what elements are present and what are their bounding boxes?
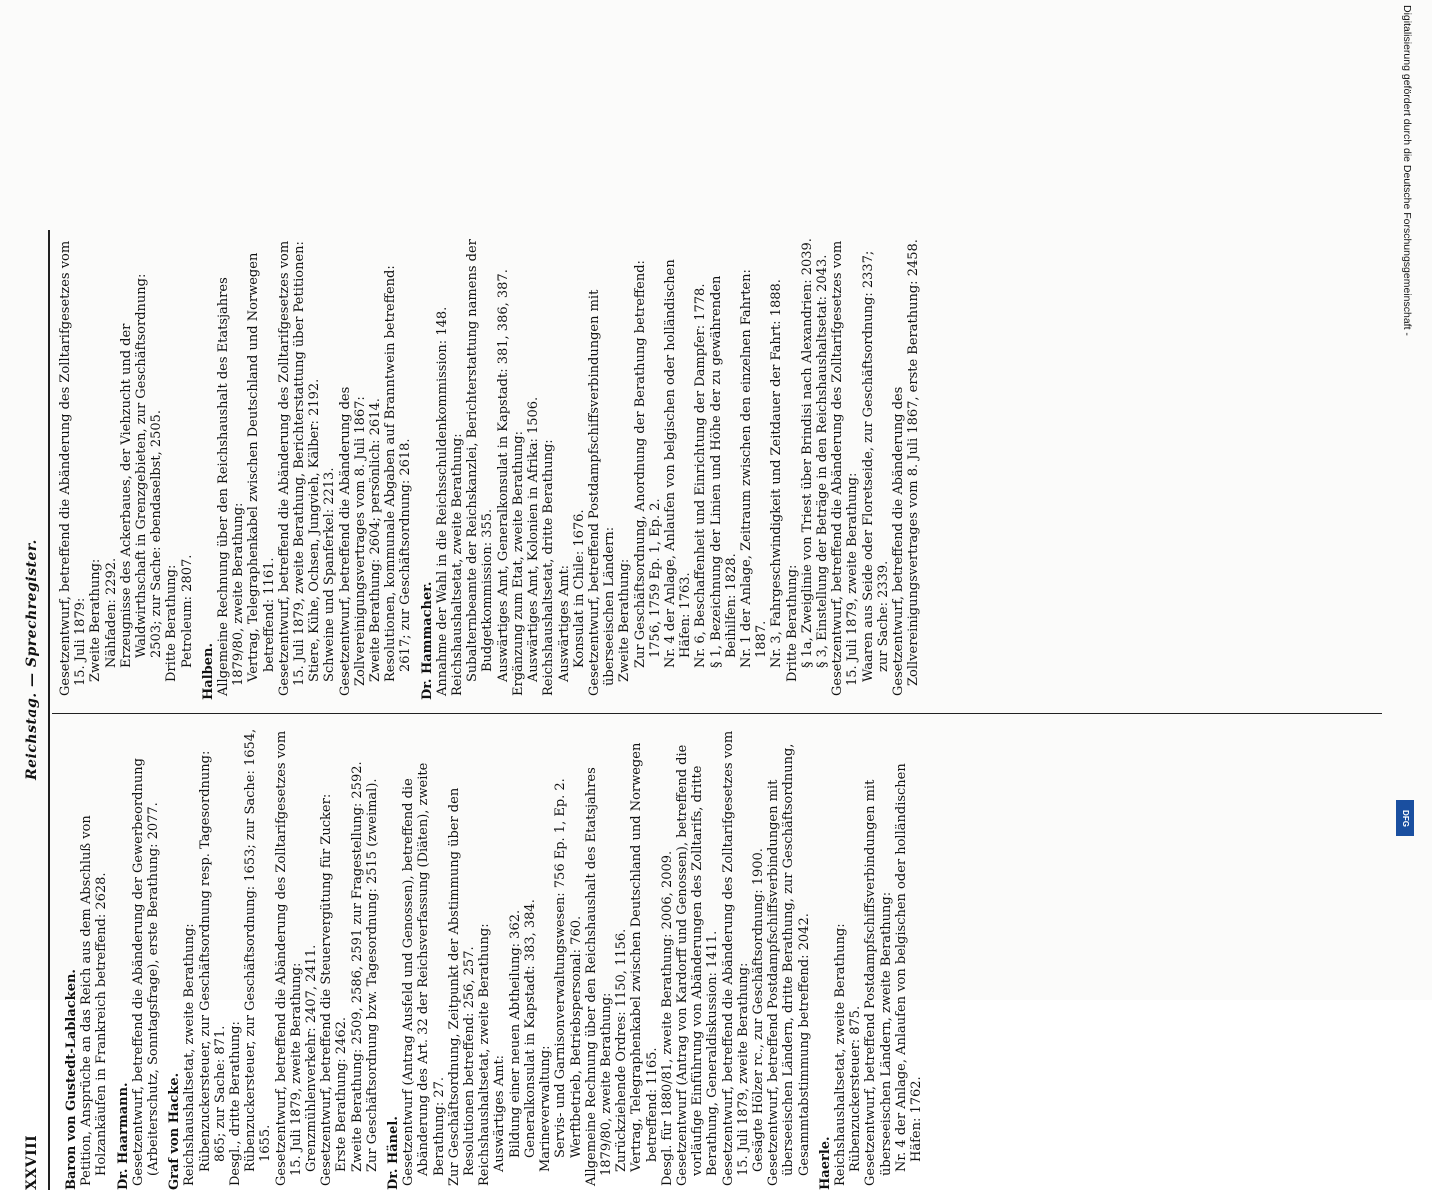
- register-entry: Generalkonsulat in Kapstadt: 383, 384.: [522, 899, 538, 1158]
- register-entry: Schweine und Spanferkel: 2213.: [322, 467, 338, 682]
- register-entry: Waaren aus Seide oder Floretseide, zur Geschäftsordnung: 2337; zur Sache: 2339.: [860, 250, 891, 682]
- speaker-name: Halben.: [200, 643, 216, 700]
- register-entry: Grenzmühlenverkehr: 2407, 2411.: [304, 944, 320, 1172]
- register-entry: Gesetzentwurf (Antrag von Kardorff und Genossen), betreffend die vorläufige Einführung von Abänderungen des Zolltarifs, dritte Berathung, Generaldiskussion: 1411.: [674, 744, 721, 1186]
- page-title: Reichstag. — Sprechregister.: [24, 539, 40, 780]
- register-entry: Rübenzuckersteuer, zur Geschäftsordnung resp. Tagesordnung: 865; zur Sache: 871.: [197, 750, 228, 1172]
- register-entry: Subalternbeamte der Reichskanzlei, Berichterstattung namens der Budgetkommission: 355.: [465, 239, 496, 682]
- register-entry: Stiere, Kühe, Ochsen, Jungvieh, Kälber: 2192.: [307, 378, 323, 682]
- credit-text: Digitalisierung gefördert durch die Deutsche Forschungsgemeinschaft -: [1401, 5, 1413, 336]
- register-entry: Petition, Ansprüche an das Reich aus dem Abschluß von Holzankäufen in Frankreich betreffend: 2628.: [79, 815, 110, 1186]
- register-entry: Gesetzentwurf, betreffend die Steuervergütung für Zucker:: [319, 793, 335, 1186]
- register-entry: Vertrag, Telegraphenkabel zwischen Deutschland und Norwegen betreffend: 1165.: [629, 742, 660, 1172]
- register-entry: Auswärtiges Amt, Generalkonsulat in Kapstadt: 381, 386, 387.: [495, 269, 511, 682]
- register-entry: Gesetzentwurf, betreffend Postdampfschiffsverbindungen mit überseeischen Ländern, zweite Berathung:: [863, 779, 894, 1186]
- register-entry: Reichshaushaltsetat, zweite Berathung:: [477, 923, 493, 1186]
- register-entry: Marineverwaltung:: [538, 1045, 554, 1172]
- register-entry: Reichshaushaltsetat, zweite Berathung:: [182, 923, 198, 1186]
- register-entry: § 3, Einstellung der Beträge in den Reichshaushaltsetat: 2043.: [814, 254, 830, 668]
- register-entry: Erzeugnisse des Ackerbaues, der Viehzucht und der Waldwirthschaft in Grenzgebieten, zur Geschäftsordnung: 2503; zur Sache: ebendaselbst, 2505.: [118, 273, 165, 668]
- register-entry: Gesetzentwurf, betreffend die Abänderung des Zolltarifgesetzes vom 15. Juli 1879, zweite Berathung:: [720, 730, 751, 1186]
- register-entry: Gesetzentwurf, betreffend die Abänderung des Zollvereinigungsvertrages vom 8. Juli 1867, erste Berathung: 2458.: [890, 239, 922, 696]
- dfg-logo-text: DFG: [1400, 809, 1410, 827]
- register-entry: Zweite Berathung:: [617, 558, 633, 682]
- register-entry: Dritte Berathung:: [164, 564, 180, 682]
- speaker-name: Baron von Gustedt-Lablacken.: [64, 969, 79, 1190]
- register-entry: Annahme der Wahl in die Reichsschuldenkommission: 148.: [434, 306, 450, 696]
- speaker-name: Graf von Hacke.: [167, 1072, 183, 1190]
- register-entry: Gesetzentwurf, betreffend Postdampfschiffsverbindungen mit überseeischen Ländern, dritte Berathung, zur Geschäftsordnung, Gesammtabstimmung betreffend: 2042.: [766, 743, 812, 1186]
- register-entry: Allgemeine Rechnung über den Reichshaushalt des Etatsjahres 1879/80, zweite Berathung:: [216, 277, 247, 696]
- register-entry: § 1, Bezeichnung der Linien und Höhe der zu gewährenden Beihilfen: 1828.: [708, 275, 739, 668]
- register-entry: Zweite Berathung: 2509, 2586, 2591 zur Fragestellung: 2592.: [349, 761, 365, 1172]
- register-entry: Werftbetrieb, Betriebspersonal: 760.: [568, 915, 584, 1158]
- register-entry: Rübenzuckersteuer: 875.: [848, 1005, 864, 1172]
- register-entry: Zur Geschäftsordnung bzw. Tagesordnung: 2515 (zweimal).: [364, 778, 380, 1172]
- speaker-name: Haerle.: [817, 1136, 833, 1190]
- dfg-logo: [1396, 800, 1414, 836]
- page-number: XXVIII: [24, 1134, 40, 1190]
- register-entry: Resolutionen, kommunale Abgaben auf Branntwein betreffend: 2617; zur Geschäftsordnung: 2618.: [383, 265, 414, 682]
- column-divider: [52, 713, 1382, 714]
- register-entry: Petroleum: 2807.: [179, 554, 195, 668]
- register-entry: Reichshaushaltsetat, dritte Berathung:: [541, 439, 557, 696]
- register-entry: Gesetzentwurf, betreffend die Abänderung des Zollvereinigungsvertrages vom 8. Juli 1867:: [337, 386, 368, 696]
- register-entry: Allgemeine Rechnung über den Reichshaushalt des Etatsjahres 1879/80, zweite Berathung:: [583, 767, 614, 1186]
- register-entry: Gesetzentwurf, betreffend die Abänderung des Zolltarifgesetzes vom 15. Juli 1879, zweite Berathung, Berichterstattung über Petitionen:: [276, 240, 308, 696]
- register-entry: Gesägte Hölzer rc., zur Geschäftsordnung: 1900.: [750, 848, 766, 1172]
- register-entry: Desgl. für 1880/81, zweite Berathung: 2006, 2009.: [659, 850, 675, 1186]
- register-entry: Nr. 4 der Anlage, Anlaufen von belgischen oder holländischen Häfen: 1763.: [662, 259, 694, 668]
- register-entry: Auswärtiges Amt, Kolonien in Afrika: 1506.: [526, 396, 542, 682]
- right-column: [58, 235, 921, 700]
- register-entry: Nähfaden: 2292.: [103, 557, 119, 668]
- register-entry: Nr. 1 der Anlage, Zeitraum zwischen den einzelnen Fahrten: 1887.: [738, 269, 770, 668]
- register-entry: Gesetzentwurf, betreffend die Abänderung des Zolltarifgesetzes vom 15. Juli 1879, zweite Berathung:: [273, 730, 304, 1186]
- register-entry: Konsulat in Chile: 1676.: [571, 509, 587, 668]
- register-entry: Zweite Berathung: 2604; persönlich: 2614.: [368, 398, 384, 682]
- register-entry: Gesetzentwurf, betreffend Postdampfschiffsverbindungen mit überseeischen Ländern:: [586, 289, 618, 696]
- register-entry: Reichshaushaltsetat, zweite Berathung:: [450, 433, 466, 696]
- register-entry: Bildung einer neuen Abtheilung: 362.: [507, 909, 523, 1158]
- register-entry: Auswärtiges Amt:: [492, 1054, 508, 1172]
- register-entry: Nr. 3, Fahrgeschwindigkeit und Zeitdauer der Fahrt: 1888.: [769, 279, 785, 668]
- speaker-name: Dr. Haarmann.: [115, 1082, 131, 1190]
- register-entry: Gesetzentwurf (Antrag Ausfeld und Genossen), betreffend die Abänderung des Art. 32 der Reichsverfassung (Diäten), zweite Berathung: 27.: [401, 762, 447, 1186]
- register-entry: Gesetzentwurf, betreffend die Abänderung der Gewerbeordnung (Arbeiterschutz, Sonntagsfrage), erste Berathung: 2077.: [130, 758, 162, 1186]
- register-entry: Zur Geschäftsordnung, Zeitpunkt der Abstimmung über den Resolutionen betreffend: 256, 257.: [446, 787, 478, 1186]
- register-entry: Ergänzung zum Etat, zweite Berathung:: [510, 431, 526, 696]
- register-entry: Rübenzuckersteuer, zur Geschäftsordnung: 1653; zur Sache: 1654, 1655.: [243, 728, 274, 1172]
- register-page: [26, 230, 1406, 1190]
- register-entry: Nr. 4 der Anlage, Anlaufen von belgischen oder holländischen Häfen: 1762.: [893, 763, 924, 1172]
- register-entry: Nr. 6, Beschaffenheit und Einrichtung der Dampfer: 1778.: [693, 283, 709, 668]
- register-entry: Vertrag, Telegraphenkabel zwischen Deutschland und Norwegen betreffend: 1161.: [246, 252, 277, 682]
- speaker-name: Dr. Hammacher.: [419, 581, 435, 700]
- register-entry: Erste Berathung: 2462.: [334, 1016, 350, 1172]
- register-entry: Zweite Berathung:: [88, 558, 104, 682]
- left-column: [58, 725, 924, 1190]
- register-entry: Servis- und Garnisonverwaltungswesen: 756 Ep. 1, Ep. 2.: [553, 778, 569, 1158]
- digitization-credit: [1395, 0, 1431, 1000]
- register-entry: Gesetzentwurf, betreffend die Abänderung des Zolltarifgesetzes vom 15. Juli 1879, zweite Berathung:: [830, 240, 861, 696]
- header-rule: [48, 230, 50, 1190]
- register-entry: Reichshaushaltsetat, zweite Berathung:: [832, 923, 848, 1186]
- register-entry: Desgl., dritte Berathung:: [228, 1021, 244, 1186]
- register-entry: Gesetzentwurf, betreffend die Abänderung des Zolltarifgesetzes vom 15. Juli 1879:: [58, 240, 89, 696]
- register-entry: Auswärtiges Amt:: [556, 564, 572, 682]
- speaker-name: Dr. Hänel.: [386, 1116, 402, 1190]
- register-entry: Dritte Berathung:: [784, 564, 800, 682]
- register-entry: § 1a, Zweiglinie von Triest über Brindisi nach Alexandrien: 2039.: [799, 238, 815, 668]
- page-header: [24, 230, 48, 1190]
- register-entry: Zurückziehende Ordres: 1150, 1156.: [614, 928, 630, 1172]
- register-entry: Zur Geschäftsordnung, Anordnung der Berathung betreffend: 1756, 1759 Ep. 1, Ep. 2.: [632, 260, 663, 668]
